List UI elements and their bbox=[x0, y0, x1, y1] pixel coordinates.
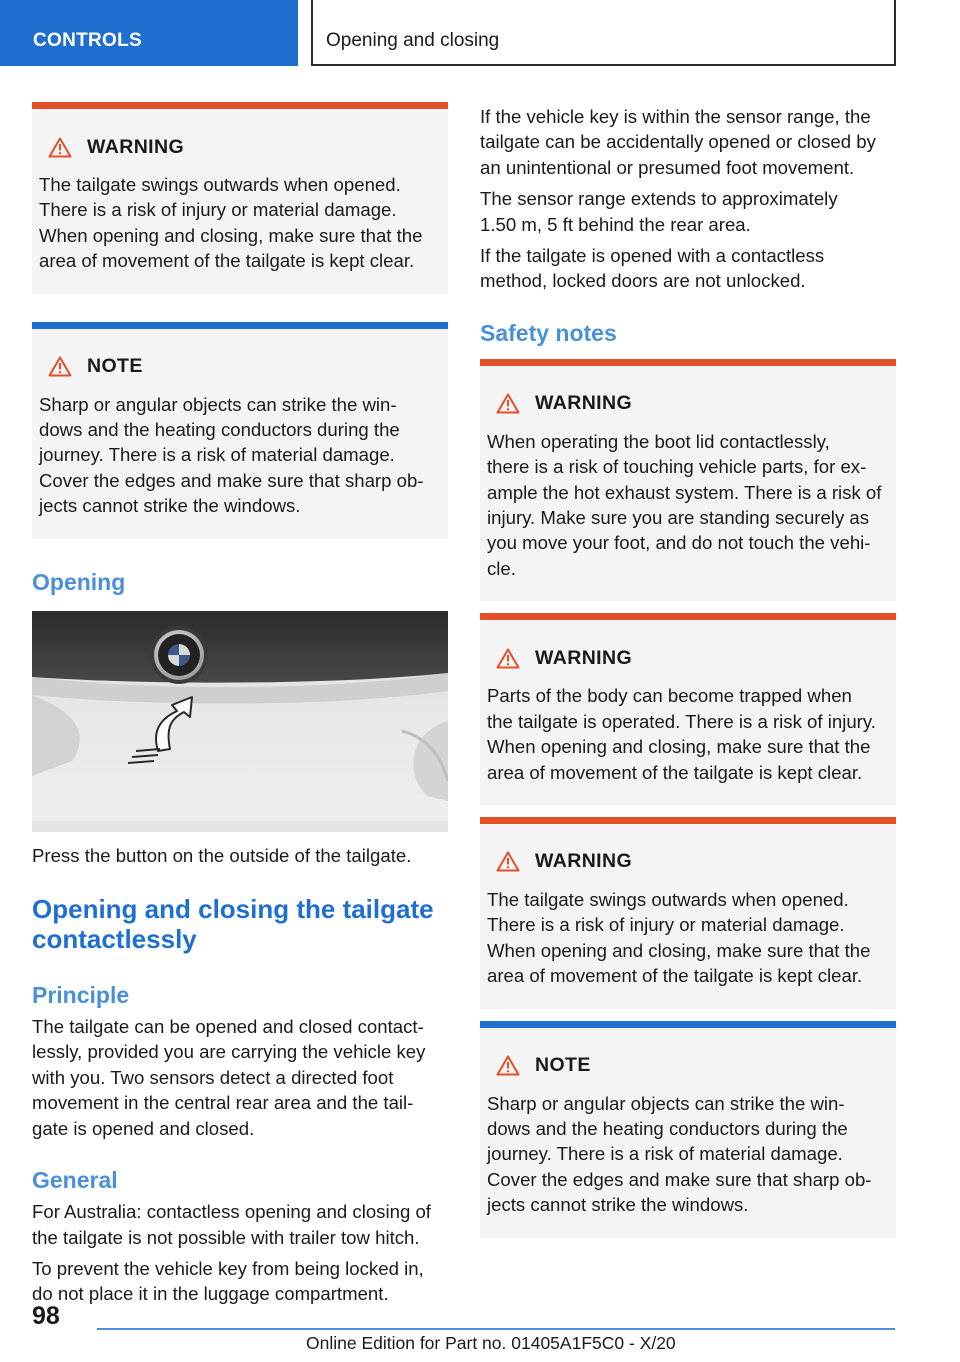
warning-triangle-icon bbox=[496, 1055, 520, 1076]
box-label: NOTE bbox=[535, 1054, 591, 1077]
warning-triangle-icon bbox=[496, 851, 520, 872]
box-title bbox=[39, 109, 440, 169]
principle-heading: Principle bbox=[32, 982, 130, 1009]
sensor-range-text-3: If the tailgate is opened with a contactless method, locked doors are not unlocked. bbox=[480, 245, 825, 292]
right-column bbox=[480, 104, 896, 1250]
warning-box bbox=[480, 613, 896, 805]
sensor-range-text-1: If the vehicle key is within the sensor range, the tailgate can be accidentally opened or closed by an unintentional or presumed foot movement. bbox=[480, 106, 876, 178]
box-text: Parts of the body can become trapped when the tailgate is operated. There is a risk of injury. When opening and closing, make sure that the area of movement of the tailgate is kept clear. bbox=[487, 685, 876, 783]
box-title bbox=[487, 366, 888, 426]
box-text: Sharp or angular objects can strike the win- dows and the heating conductors during the journey. There is a risk of material damage. Cover the edges and make sure that sharp ob- jects cannot strike the windows. bbox=[39, 393, 424, 517]
opening-heading: Opening bbox=[32, 568, 126, 595]
warning-triangle-icon bbox=[496, 648, 520, 669]
box-label: WARNING bbox=[535, 850, 633, 873]
box-text: When operating the boot lid contactlessly, there is a risk of touching vehicle parts, for ex- ample the hot exhaust system. There is a risk of injury. Make sure you are standing securely as you move your foot, and do not touch the vehi- cle. bbox=[487, 430, 882, 579]
general-text-2: To prevent the vehicle key from being locked in, do not place it in the luggage compartment. bbox=[32, 1257, 424, 1305]
footer-divider bbox=[97, 1328, 895, 1330]
header-chapter-label: Opening and closing bbox=[326, 30, 500, 51]
warning-triangle-icon bbox=[496, 393, 520, 414]
box-label: WARNING bbox=[535, 392, 633, 415]
warning-triangle-icon bbox=[48, 356, 72, 377]
safety-notes-heading: Safety notes bbox=[480, 319, 617, 346]
header-section-tab bbox=[0, 0, 298, 66]
warning-box bbox=[32, 102, 448, 294]
box-title bbox=[487, 1028, 888, 1088]
general-text-1: For Australia: contactless opening and closing of the tailgate is not possible with trailer tow hitch. bbox=[32, 1201, 431, 1248]
contactless-heading: Opening and closing the tailgate contactlessly bbox=[32, 894, 434, 955]
tailgate-button-photo bbox=[32, 611, 448, 832]
note-box bbox=[32, 322, 448, 539]
header-section-label: CONTROLS bbox=[33, 30, 143, 51]
box-text: Sharp or angular objects can strike the win- dows and the heating conductors during the journey. There is a risk of material damage. Cover the edges and make sure that sharp ob- jects cannot strike the windows. bbox=[487, 1092, 872, 1216]
box-label: NOTE bbox=[87, 355, 143, 378]
box-text: The tailgate swings outwards when opened. There is a risk of injury or material damage. When opening and closing, make sure that the area of movement of the tailgate is kept clear. bbox=[487, 888, 871, 987]
warning-box bbox=[480, 359, 896, 601]
warning-box bbox=[480, 817, 896, 1009]
principle-text: The tailgate can be opened and closed contact- lessly, provided you are carrying the vehicle key with you. Two sensors detect a directed foot movement in the central rear area and the tail- gate is opened and closed. bbox=[32, 1016, 426, 1139]
footer-edition: Online Edition for Part no. 01405A1F5C0 - X/20 bbox=[306, 1333, 676, 1353]
box-label: WARNING bbox=[87, 135, 185, 158]
note-box bbox=[480, 1021, 896, 1238]
box-title bbox=[487, 824, 888, 884]
box-title bbox=[39, 329, 440, 389]
page-number: 98 bbox=[32, 1302, 60, 1330]
warning-triangle-icon bbox=[48, 137, 72, 158]
sensor-range-text-2: The sensor range extends to approximately 1.50 m, 5 ft behind the rear area. bbox=[480, 188, 838, 235]
box-label: WARNING bbox=[535, 646, 633, 669]
box-title bbox=[487, 620, 888, 680]
box-text: The tailgate swings outwards when opened. There is a risk of injury or material damage. When opening and closing, make sure that the area of movement of the tailgate is kept clear. bbox=[39, 174, 423, 272]
general-heading: General bbox=[32, 1167, 118, 1194]
left-column bbox=[32, 102, 448, 1307]
opening-text: Press the button on the outside of the tailgate. bbox=[32, 844, 412, 866]
header-chapter-box bbox=[311, 0, 896, 66]
